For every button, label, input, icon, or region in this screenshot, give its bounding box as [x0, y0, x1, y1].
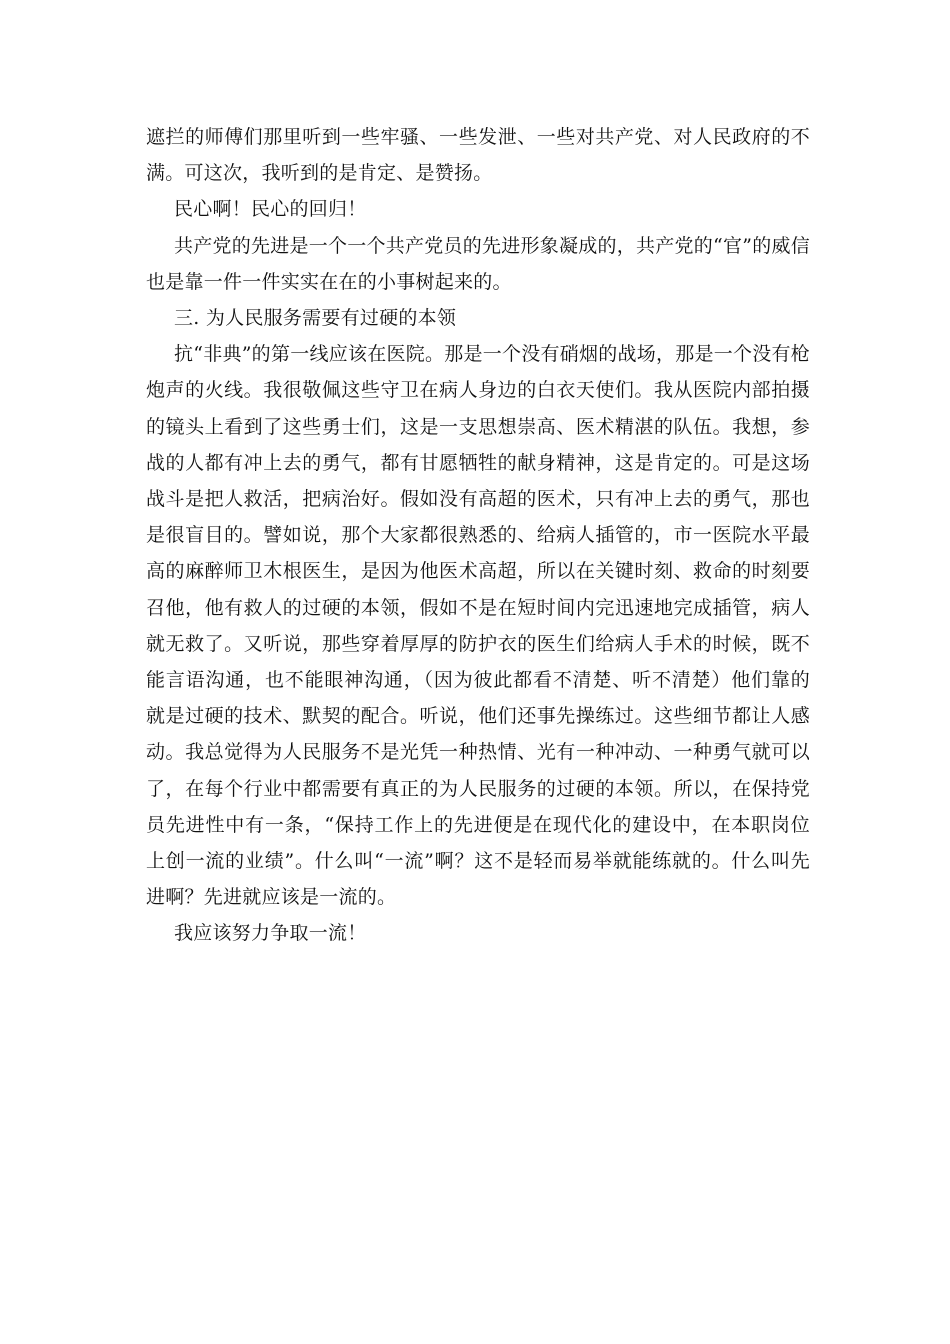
paragraph-party-prestige: 共产党的先进是一个一个共产党员的先进形象凝成的，共产党的“官”的威信也是靠一件一件实实在在的小事树起来的。 — [146, 234, 810, 293]
paragraph-frontline-sars: 抗“非典”的第一线应该在医院。那是一个没有硝烟的战场，那是一个没有枪炮声的火线。我很敬佩这些守卫在病人身边的白衣天使们。我从医院内部拍摄的镜头上看到了这些勇士们，这是一支思想崇高、医术精湛的队伍。我想，参战的人都有冲上去的勇气，都有甘愿牺牲的献身精神，这是肯定的。可是这场战斗是把人救活，把病治好。假如没有高超的医术，只有冲上去的勇气，那也是很盲目的。譬如说，那个大家都很熟悉的、给病人插管的，市一医院水平最高的麻醉师卫木根医生，是因为他医术高超，所以在关键时刻、救命的时刻要召他，他有救人的过硬的本领，假如不是在短时间内完迅速地完成插管，病人就无救了。又听说，那些穿着厚厚的防护衣的医生们给病人手术的时候，既不能言语沟通，也不能眼神沟通，（因为彼此都看不清楚、听不清楚）他们靠的就是过硬的技术、默契的配合。听说，他们还事先操练过。这些细节都让人感动。我总觉得为人民服务不是光凭一种热情、光有一种冲动、一种勇气就可以了，在每个行业中都需要有真正的为人民服务的过硬的本领。所以，在保持党员先进性中有一条，“保持工作上的先进便是在现代化的建设中，在本职岗位上创一流的业绩”。什么叫“一流”啊？这不是轻而易举就能练就的。什么叫先进啊？先进就应该是一流的。 — [146, 343, 810, 909]
paragraph-public-sentiment: 民心啊！民心的回归！ — [174, 198, 367, 221]
section-heading-three: 三. 为人民服务需要有过硬的本领 — [174, 307, 457, 330]
paragraph-complaints-praise: 遮拦的师傅们那里听到一些牢骚、一些发泄、一些对共产党、对人民政府的不满。可这次，我听到的是肯定、是赞扬。 — [146, 126, 810, 185]
paragraph-strive-first-class: 我应该努力争取一流！ — [174, 922, 367, 945]
document-body — [146, 119, 810, 952]
